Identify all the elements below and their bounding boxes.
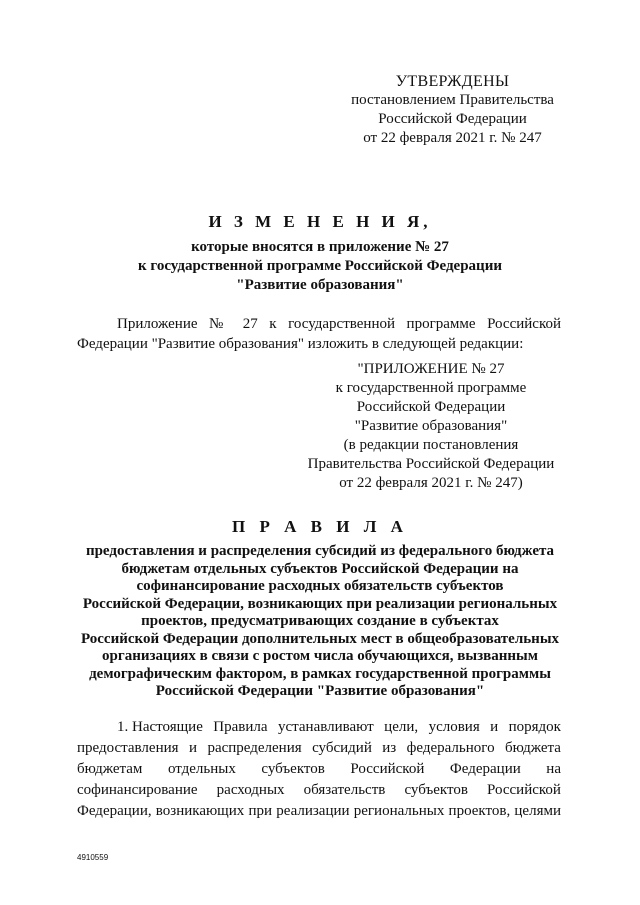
changes-subtitle-line: к государственной программе Российской Федерации <box>138 258 502 274</box>
body-word: проектов, <box>448 803 511 819</box>
rules-body-paragraph <box>77 717 561 822</box>
document-number: 4910559 <box>77 853 109 862</box>
body-word: целями <box>514 803 561 819</box>
rules-subtitle-line: Российской Федерации дополнительных мест в общеобразовательных <box>80 630 560 647</box>
body-line <box>77 801 561 822</box>
appendix-line: к государственной программе <box>335 380 527 396</box>
body-word: отдельных <box>167 761 236 777</box>
appendix-line: (в редакции постановления <box>343 437 519 453</box>
approval-stamp <box>330 72 575 148</box>
rules-subtitle-line: предоставления и распределения субсидий из федерального бюджета <box>85 543 555 559</box>
rules-subtitle-line: Российской Федерации, возникающих при реализации региональных <box>82 595 558 612</box>
body-word: на <box>546 761 561 777</box>
appendix-line: Правительства Российской Федерации <box>307 456 555 472</box>
body-word: и <box>490 719 499 735</box>
changes-subtitle-line: "Развитие образования" <box>236 277 404 293</box>
rules-subtitle-line: Российской Федерации "Развитие образования" <box>155 683 485 699</box>
appendix-line: от 22 февраля 2021 г. № 247) <box>339 475 523 491</box>
body-line <box>77 717 561 738</box>
body-word: 1. Настоящие <box>117 719 203 735</box>
changes-subtitle-line: которые вносятся в приложение № 27 <box>191 239 449 255</box>
body-word: региональных <box>353 803 445 819</box>
changes-subtitle <box>100 238 540 295</box>
body-word: Правила <box>213 719 268 735</box>
body-word: цели, <box>384 719 419 735</box>
body-word: из <box>382 740 397 756</box>
rules-subtitle-line: софинансирование расходных обязательств субъектов <box>136 578 504 594</box>
body-word: субсидий <box>312 740 372 756</box>
approval-line: Российской Федерации <box>378 111 527 127</box>
body-word: условия <box>428 719 480 735</box>
body-word: федерального <box>406 740 495 756</box>
body-word: субъектов <box>404 782 468 798</box>
rules-subtitle-line: демографическим фактором, в рамках государственной программы <box>89 665 551 682</box>
approval-heading: УТВЕРЖДЕНЫ <box>395 73 510 90</box>
body-word: реализации <box>276 803 350 819</box>
body-word: Федерации <box>449 761 521 777</box>
body-word: устанавливают <box>277 719 374 735</box>
approval-line: постановлением Правительства <box>351 92 554 108</box>
rules-subtitle-line: бюджетам отдельных субъектов Российской Федерации на <box>121 560 519 577</box>
body-line <box>77 738 561 759</box>
body-word: бюджетам <box>77 761 143 777</box>
body-word: расходных <box>216 782 285 798</box>
body-word: при <box>248 803 273 819</box>
appendix-line: Российской Федерации <box>356 399 506 415</box>
rules-subtitle <box>70 543 570 701</box>
appendix-line: "ПРИЛОЖЕНИЕ № 27 <box>357 361 505 377</box>
approval-line: от 22 февраля 2021 г. № 247 <box>363 130 542 146</box>
body-word: Российской <box>487 782 561 798</box>
body-word: субъектов <box>261 761 325 777</box>
intro-paragraph: Приложение № 27 к государственной программе Российской Федерации "Развитие образования" изложить в следующей редакции: <box>77 316 561 352</box>
body-word: и <box>188 740 197 756</box>
rules-subtitle-line: организациях в связи с ростом числа обучающихся, вызванным <box>102 648 538 664</box>
body-word: бюджета <box>505 740 561 756</box>
body-word: распределения <box>207 740 302 756</box>
body-line <box>77 780 561 801</box>
appendix-heading <box>300 360 562 493</box>
body-word: предоставления <box>77 740 179 756</box>
rules-subtitle-line: проектов, предусматривающих создание в субъектах <box>141 613 499 629</box>
rules-title: П Р А В И Л А <box>232 517 408 536</box>
body-word: Российской <box>350 761 425 777</box>
body-line <box>77 759 561 780</box>
changes-title: И З М Е Н Е Н И Я, <box>208 212 432 231</box>
appendix-line: "Развитие образования" <box>354 418 508 434</box>
body-word: обязательств <box>303 782 386 798</box>
body-word: софинансирование <box>77 782 198 798</box>
body-word: Федерации, <box>77 803 152 819</box>
body-word: возникающих <box>155 803 245 819</box>
body-word: порядок <box>508 719 561 735</box>
